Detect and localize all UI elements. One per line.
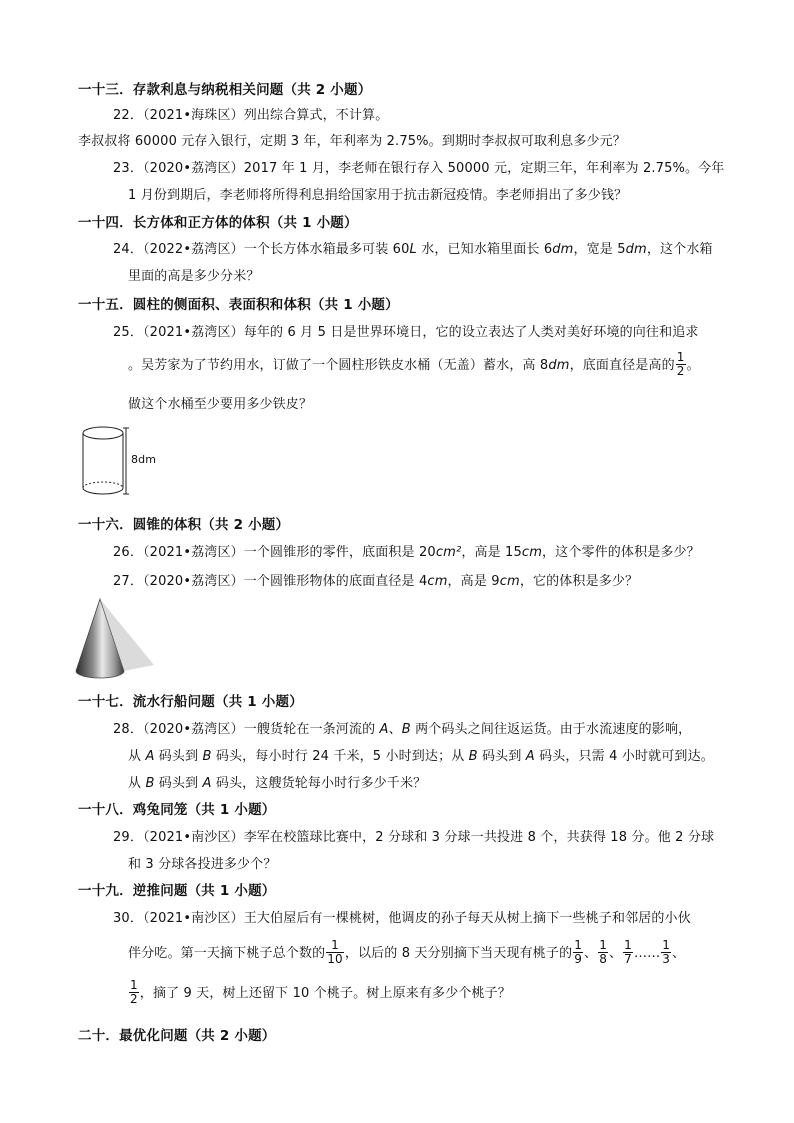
q26-unit-1: cm² bbox=[435, 545, 462, 560]
section-17-title: 一十七．流水行船问题（共 1 小题） bbox=[78, 694, 303, 710]
section-20-title: 二十．最优化问题（共 2 小题） bbox=[78, 1028, 276, 1044]
q30-fraction-1-2 bbox=[129, 979, 139, 1006]
section-14-title: 一十四．长方体和正方体的体积（共 1 小题） bbox=[78, 215, 358, 231]
q28-l2-a: 从 bbox=[128, 749, 146, 764]
q30-line-1: 30．（2021•南沙区）王大伯屋后有一棵桃树，他调皮的孙子每天从树上摘下一些桃子和邻居的小伙 bbox=[113, 911, 691, 926]
q28-l2-dock-a: A bbox=[145, 749, 155, 764]
section-15-title: 一十五．圆柱的侧面积、表面积和体积（共 1 小题） bbox=[78, 297, 399, 313]
q22-line-2: 李叔叔将 60000 元存入银行，定期 3 年，年利率为 2.75%。到期时李叔叔可取利息多少元？ bbox=[78, 134, 626, 149]
q30-l2-a: 伴分吃。第一天摘下桃子总个数的 bbox=[128, 946, 326, 961]
q25-line-2 bbox=[128, 352, 700, 379]
q28-l2-d: 码头到 bbox=[477, 749, 526, 764]
q28-l2-c: 码头，每小时行 24 千米，5 小时到达；从 bbox=[211, 749, 469, 764]
q27-text-a: 27．（2020•荔湾区）一个圆锥形物体的底面直径是 4 bbox=[113, 574, 428, 589]
cone-figure bbox=[74, 597, 160, 679]
fraction-denominator: 9 bbox=[574, 952, 583, 966]
q24-unit-l: L bbox=[409, 242, 417, 257]
q30-fraction-1-8 bbox=[598, 939, 608, 966]
q25-fraction-half bbox=[676, 351, 686, 378]
q27-unit-2: cm bbox=[499, 574, 520, 589]
fraction-denominator: 2 bbox=[676, 364, 685, 378]
q24-line-1 bbox=[113, 238, 713, 257]
q25-text-b: ，底面直径是高的 bbox=[569, 358, 675, 373]
q28-l1-b: 、 bbox=[388, 722, 402, 737]
q28-l2-b: 码头到 bbox=[154, 749, 203, 764]
q26-text-a: 26．（2021•荔湾区）一个圆锥形的零件，底面积是 20 bbox=[113, 545, 436, 560]
q28-l2-dock-b: B bbox=[202, 749, 212, 764]
section-13-title: 一十三．存款利息与纳税相关问题（共 2 小题） bbox=[78, 82, 372, 98]
fraction-numerator: 1 bbox=[599, 938, 607, 952]
q30-ellipsis: …… bbox=[633, 946, 661, 961]
q29-line-2: 和 3 分球各投进多少个？ bbox=[128, 857, 277, 872]
q23-line-1: 23．（2020•荔湾区）2017 年 1 月，李老师在银行存入 50000 元，定期三年，年利率为 2.75%。今年 bbox=[113, 161, 725, 176]
q25-unit-dm: dm bbox=[548, 358, 570, 373]
q28-l3-dock-a: A bbox=[202, 776, 212, 791]
q29-line-1: 29．（2021•南沙区）李军在校篮球比赛中，2 分球和 3 分球一共投进 8 个，共获得 18 分。他 2 分球 bbox=[113, 830, 715, 845]
q24-text-d: ，这个水箱 bbox=[646, 242, 713, 257]
section-16-title: 一十六．圆锥的体积（共 2 小题） bbox=[78, 517, 290, 533]
fraction-denominator: 10 bbox=[327, 952, 343, 966]
q28-l3-dock-b: B bbox=[145, 776, 155, 791]
q30-fraction-1-3 bbox=[661, 939, 671, 966]
fraction-numerator: 1 bbox=[574, 938, 583, 952]
q24-unit-dm-1: dm bbox=[552, 242, 574, 257]
q24-unit-dm-2: dm bbox=[625, 242, 647, 257]
q27-line bbox=[113, 570, 638, 589]
q27-text-b: ，高是 9 bbox=[447, 574, 500, 589]
q25-text-a: 。吴芳家为了节约用水，订做了一个圆柱形铁皮水桶（无盖）蓄水，高 8 bbox=[128, 358, 549, 373]
fraction-numerator: 1 bbox=[326, 939, 344, 953]
fraction-denominator: 7 bbox=[624, 952, 632, 966]
q28-line-3 bbox=[128, 772, 426, 791]
fraction-numerator: 1 bbox=[676, 350, 685, 364]
section-19-title: 一十九．逆推问题（共 1 小题） bbox=[78, 883, 276, 899]
q28-l1-a: 28．（2020•荔湾区）一艘货轮在一条河流的 bbox=[113, 722, 380, 737]
q26-unit-2: cm bbox=[521, 545, 543, 560]
q27-text-c: ，它的体积是多少？ bbox=[519, 574, 639, 589]
q25-line-1: 25．（2021•荔湾区）每年的 6 月 5 日是世界环境日，它的设立表达了人类对美好环境的向往和追求 bbox=[113, 325, 699, 340]
q26-text-b: ，高是 15 bbox=[461, 545, 522, 560]
section-18-title: 一十八．鸡兔同笼（共 1 小题） bbox=[78, 802, 276, 818]
q27-unit-1: cm bbox=[427, 574, 448, 589]
q28-l3-a: 从 bbox=[128, 776, 146, 791]
q28-l3-c: 码头，这艘货轮每小时行多少千米？ bbox=[211, 776, 427, 791]
q25-text-c: 。 bbox=[686, 358, 700, 373]
q30-sep-2: 、 bbox=[608, 946, 623, 961]
q30-line-2 bbox=[128, 940, 685, 967]
fraction-denominator: 8 bbox=[599, 952, 607, 966]
q26-text-c: ，这个零件的体积是多少？ bbox=[542, 545, 700, 560]
q30-fraction-1-7 bbox=[623, 939, 633, 966]
q28-line-1 bbox=[113, 718, 691, 737]
q26-line bbox=[113, 541, 700, 560]
q24-text-c: ，宽是 5 bbox=[573, 242, 626, 257]
fraction-numerator: 1 bbox=[130, 978, 138, 992]
q30-l2-b: ，以后的 8 天分别摘下当天现有桃子的 bbox=[344, 946, 573, 961]
q28-line-2 bbox=[128, 745, 714, 764]
q28-l1-dock-b: B bbox=[401, 722, 411, 737]
q25-line-3: 做这个水桶至少要用多少铁皮？ bbox=[128, 397, 313, 412]
q22-line-1: 22．（2021•海珠区）列出综合算式，不计算。 bbox=[113, 108, 389, 123]
q30-fraction-1-10 bbox=[326, 939, 344, 966]
q28-l1-c: 两个码头之间往返运货。由于水流速度的影响， bbox=[410, 722, 692, 737]
q24-text-a: 24．（2022•荔湾区）一个长方体水箱最多可装 60 bbox=[113, 242, 410, 257]
q28-l2-e: 码头，只需 4 小时就可到达。 bbox=[534, 749, 714, 764]
fraction-denominator: 2 bbox=[130, 992, 138, 1006]
fraction-numerator: 1 bbox=[662, 938, 671, 952]
q30-l3-b: ，摘了 9 天，树上还留下 10 个桃子。树上原来有多少个桃子？ bbox=[139, 986, 511, 1001]
q24-text-b: 水，已知水箱里面长 6 bbox=[416, 242, 553, 257]
q28-l3-b: 码头到 bbox=[154, 776, 203, 791]
q28-l2-dock-a2: A bbox=[525, 749, 535, 764]
q30-line-3 bbox=[128, 980, 511, 1007]
q30-sep-3: 、 bbox=[672, 946, 686, 961]
q28-l2-dock-b2: B bbox=[468, 749, 478, 764]
q30-fraction-1-9 bbox=[573, 939, 583, 966]
q23-line-2: 1 月份到期后，李老师将所得利息捐给国家用于抗击新冠疫情。李老师捐出了多少钱？ bbox=[128, 188, 628, 203]
q30-sep-1: 、 bbox=[584, 946, 598, 961]
cylinder-height-label: 8dm bbox=[131, 453, 157, 466]
q24-line-2: 里面的高是多少分米？ bbox=[128, 269, 260, 284]
fraction-denominator: 3 bbox=[662, 952, 671, 966]
fraction-numerator: 1 bbox=[624, 938, 632, 952]
q28-l1-dock-a: A bbox=[379, 722, 389, 737]
